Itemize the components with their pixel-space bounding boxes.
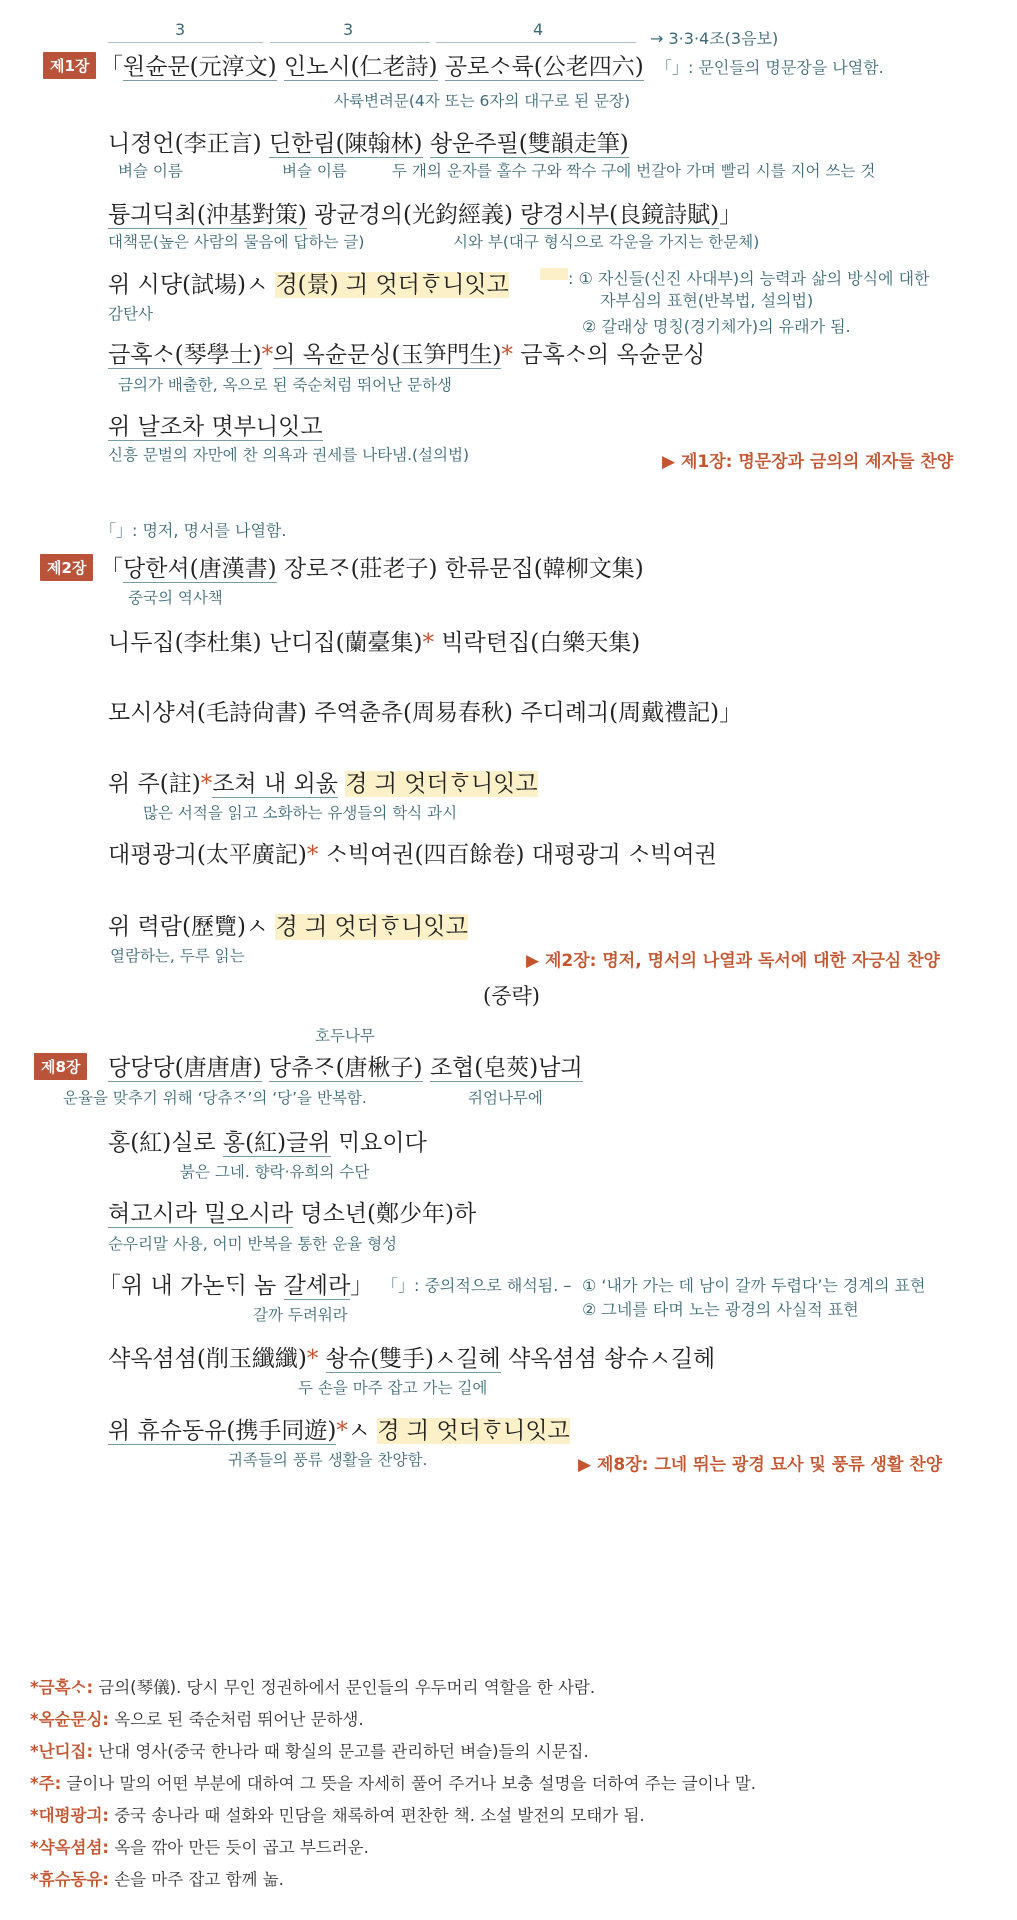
sec2-bracket-note: 「」: 명저, 명서를 나열함. xyxy=(100,521,287,540)
footnotes xyxy=(30,1672,756,1896)
sec1-line2-note3: 두 개의 운자를 홀수 구와 짝수 구에 번갈아 가며 빨리 시를 지어 쓰는 것 xyxy=(392,162,876,180)
bracket-close: 」 xyxy=(719,202,743,228)
phrase: 대평광긔(太平廣記) xyxy=(108,842,307,868)
footnote-item xyxy=(30,1768,756,1800)
footnote-mark: * xyxy=(422,630,435,656)
phrase: 홍(紅)글위 xyxy=(222,1130,331,1156)
phrase: 위 력람(歷覽)ㅅ xyxy=(108,914,269,940)
bracket-open: 「 xyxy=(98,1273,121,1299)
sec1-refrain-note1: : ① 자신들(신진 사대부)의 능력과 삶의 방식에 대한 xyxy=(568,269,930,288)
footnote-term: *난디집: xyxy=(30,1742,94,1761)
sec1-line5 xyxy=(108,336,705,369)
sec2-line6-note: 열람하는, 두루 읽는 xyxy=(110,947,245,965)
phrase: ㅅ xyxy=(347,1418,371,1444)
refrain-highlight: 경 긔 엇더ᄒᆞ니잇고 xyxy=(275,914,468,940)
phrase: 난디집(蘭臺集) xyxy=(268,630,423,656)
phrase: 위 내 가논ᄃᆡ 놈 xyxy=(121,1273,277,1299)
sec1-line3 xyxy=(108,196,742,229)
footnote-term: *샥옥셤셤: xyxy=(30,1838,109,1857)
sec8-line5-note: 두 손을 마주 잡고 가는 길에 xyxy=(298,1379,488,1397)
sec8-ambiguity-1: ① ‘내가 가는 데 남이 갈까 두렵다’는 경계의 표현 xyxy=(582,1276,926,1295)
footnote-mark: * xyxy=(200,771,213,797)
phrase: 대평광긔 ᄉᆞ빅여권 xyxy=(531,842,717,868)
section-badge-8: 제8장 xyxy=(34,1053,87,1080)
phrase: 원슌문(元淳文) xyxy=(123,54,277,80)
phrase: 모시샹셔(毛詩尙書) xyxy=(108,700,307,726)
refrain-highlight: 경 긔 엇더ᄒᆞ니잇고 xyxy=(345,771,538,797)
phrase: 솽운주필(雙韻走筆) xyxy=(429,131,629,157)
footnote-text: 글이나 말의 어떤 부분에 대하여 그 뜻을 자세히 풀어 주거나 보충 설명을 더하여 주는 글이나 말. xyxy=(61,1774,757,1793)
sec1-line6-note: 신흥 문벌의 자만에 찬 의욕과 권세를 나타냄.(설의법) xyxy=(108,446,470,464)
phrase: 주디례긔(周戴禮記) xyxy=(520,700,720,726)
footnote-mark: * xyxy=(501,342,513,368)
sec8-line4 xyxy=(98,1267,373,1300)
phrase: ᄆᆡ요이다 xyxy=(337,1130,427,1156)
sec2-line1-note: 중국의 역사책 xyxy=(128,589,223,607)
sec1-bracket-note: 「」: 문인들의 명문장을 나열함. xyxy=(656,58,884,77)
sec1-line1-note: 사륙변려문(4자 또는 6자의 대구로 된 문장) xyxy=(334,92,631,110)
sec8-line6 xyxy=(108,1412,570,1445)
refrain-highlight: 경(景) 긔 엇더ᄒᆞ니잇고 xyxy=(275,272,509,298)
sec1-refrain-note3: ② 갈래상 명칭(경기체가)의 유래가 됨. xyxy=(582,317,851,336)
phrase: 위 시댱(試場)ㅅ xyxy=(108,272,269,298)
count-2: 3 xyxy=(343,20,354,39)
phrase: 조협(皂莢)남긔 xyxy=(429,1055,583,1081)
phrase: 금혹ᄉᆞ의 옥슌문싱 xyxy=(520,342,706,368)
phrase: 뎡소년(鄭少年)하 xyxy=(300,1201,477,1227)
phrase: 위 날조차 몃부니잇고 xyxy=(108,414,323,440)
sec8-line2-note: 붉은 그네. 향락·유희의 수단 xyxy=(180,1163,370,1181)
phrase: 인노시(仁老詩) xyxy=(283,54,438,80)
sec1-line2-note2: 벼슬 이름 xyxy=(282,162,347,180)
footnote-item xyxy=(30,1800,756,1832)
phrase: 장로ᄌᆞ(莊老子) xyxy=(283,556,438,582)
footnote-mark: * xyxy=(261,342,274,368)
phrase: 의 옥슌문싱(玉笋門生) xyxy=(273,342,502,368)
count-bracket-1 xyxy=(108,42,263,43)
sec1-line6 xyxy=(108,408,323,441)
rhythm-note: → 3·3·4조(3음보) xyxy=(650,29,779,48)
footnote-text: 금의(琴儀). 당시 무인 정권하에서 문인들의 우두머리 역할을 한 사람. xyxy=(93,1678,596,1697)
count-1: 3 xyxy=(175,20,186,39)
sec1-line1 xyxy=(100,48,644,81)
sec1-line4 xyxy=(108,266,509,299)
footnote-item xyxy=(30,1736,756,1768)
sec1-line2-note1: 벼슬 이름 xyxy=(118,162,183,180)
phrase: 니두집(李杜集) xyxy=(108,630,262,656)
footnote-mark: * xyxy=(306,1346,319,1372)
sec2-line3 xyxy=(108,694,742,727)
phrase: 위 주(註) xyxy=(108,771,201,797)
sec8-line5 xyxy=(108,1340,715,1373)
sec8-line2 xyxy=(108,1124,427,1157)
phrase: 한류문집(韓柳文集) xyxy=(444,556,644,582)
sec1-line3-note1: 대책문(높은 사람의 물음에 답하는 글) xyxy=(108,233,365,251)
bracket-close: 」 xyxy=(719,700,743,726)
sec8-ambiguity-2: ② 그네를 타며 노는 광경의 사실적 표현 xyxy=(582,1300,859,1319)
footnote-text: 옥으로 된 죽순처럼 뛰어난 문하생. xyxy=(108,1710,364,1729)
footnote-item xyxy=(30,1672,756,1704)
footnote-item xyxy=(30,1832,756,1864)
sec8-line3-note: 순우리말 사용, 어미 반복을 통한 운율 형성 xyxy=(108,1235,398,1253)
sec2-line6 xyxy=(108,908,468,941)
footnote-mark: * xyxy=(336,1418,348,1444)
footnote-text: 옥을 깎아 만든 듯이 곱고 부드러운. xyxy=(108,1838,369,1857)
sec1-summary: ▶ 제1장: 명문장과 금의의 제자들 찬양 xyxy=(662,452,954,472)
phrase: 주역츈츄(周易春秋) xyxy=(314,700,513,726)
footnote-term: *옥슌문싱: xyxy=(30,1710,109,1729)
bracket-close: 」 xyxy=(350,1273,374,1299)
phrase: 튱긔딕최(沖基對策) xyxy=(108,202,307,228)
sec2-line5 xyxy=(108,836,717,869)
section-badge-2: 제2장 xyxy=(40,554,93,581)
phrase: 공로ᄉᆞ륙(公老四六) xyxy=(444,54,644,80)
footnote-term: *금혹ᄉᆞ: xyxy=(30,1678,94,1697)
sec2-line1 xyxy=(100,550,644,583)
phrase: 광균경의(光鈞經義) xyxy=(314,202,513,228)
sec8-top-note: 호두나무 xyxy=(315,1027,375,1045)
count-3: 4 xyxy=(533,20,544,39)
sec1-line5-note: 금의가 배출한, 옥으로 된 죽순처럼 뛰어난 문하생 xyxy=(118,376,452,394)
footnote-text: 중국 송나라 때 설화와 민담을 채록하여 편찬한 책. 소설 발전의 모태가 됨. xyxy=(108,1806,645,1825)
sec8-line3 xyxy=(108,1195,476,1228)
sec8-line1 xyxy=(108,1049,583,1082)
phrase: 샥옥셤셤(削玉纖纖) xyxy=(108,1346,307,1372)
footnote-mark: * xyxy=(306,842,319,868)
count-bracket-3 xyxy=(436,42,636,43)
phrase: 당츄ᄌᆞ(唐楸子) xyxy=(268,1055,423,1081)
phrase: 솽슈(雙手)ㅅ길헤 xyxy=(325,1346,501,1372)
footnote-text: 손을 마주 잡고 함께 놂. xyxy=(108,1870,284,1889)
footnote-item xyxy=(30,1704,756,1736)
phrase: 샥옥셤셤 솽슈ㅅ길헤 xyxy=(508,1346,716,1372)
phrase: 량경시부(良鏡詩賦) xyxy=(520,202,720,228)
sec2-line4 xyxy=(108,765,538,798)
bracket-open: 「 xyxy=(100,556,123,582)
omission-mark: (중략) xyxy=(483,984,540,1008)
phrase: 금혹ᄉᆞ(琴學士) xyxy=(108,342,262,368)
sec8-line6-note: 귀족들의 풍류 생활을 찬양함. xyxy=(228,1451,428,1469)
sec1-line3-note2: 시와 부(대구 형식으로 각운을 가지는 한문체) xyxy=(453,233,760,251)
bracket-open: 「 xyxy=(100,54,123,80)
sec8-summary: ▶ 제8장: 그네 뛰는 광경 묘사 및 풍류 생활 찬양 xyxy=(578,1455,943,1475)
phrase: 빅락텬집(白樂天集) xyxy=(441,630,641,656)
phrase: 니졍언(李正言) xyxy=(108,131,262,157)
sec1-interjection-note: 감탄사 xyxy=(108,305,153,323)
sec1-refrain-note2: 자부심의 표현(반복법, 설의법) xyxy=(600,291,814,310)
phrase: 딘한림(陳翰林) xyxy=(268,131,423,157)
footnote-term: *대평광긔: xyxy=(30,1806,109,1825)
sec2-summary: ▶ 제2장: 명저, 명서의 나열과 독서에 대한 자긍심 찬양 xyxy=(526,951,940,971)
phrase: 혀고시라 밀오시라 xyxy=(108,1201,294,1227)
refrain-highlight: 경 긔 엇더ᄒᆞ니잇고 xyxy=(377,1418,570,1444)
phrase: 위 휴슈동유(携手同遊) xyxy=(108,1418,337,1444)
sec8-ambiguity-note: 「」: 중의적으로 해석됨. – xyxy=(382,1276,572,1295)
phrase: ᄉᆞ빅여권(四百餘卷) xyxy=(325,842,525,868)
count-bracket-2 xyxy=(270,42,430,43)
footnote-term: *휴슈동유: xyxy=(30,1870,109,1889)
phrase: 갈셰라 xyxy=(283,1273,351,1299)
section-badge-1: 제1장 xyxy=(43,52,96,79)
highlight-mark xyxy=(540,268,568,280)
sec8-line4-note: 갈까 두려워라 xyxy=(253,1306,348,1324)
phrase: 조쳐 내 외옰 xyxy=(212,771,338,797)
sec1-line2 xyxy=(108,125,629,158)
sec2-line4-note: 많은 서적을 읽고 소화하는 유생들의 학식 과시 xyxy=(143,804,458,822)
sec8-line1-note1: 운율을 맞추기 위해 ‘당츄ᄌᆞ’의 ‘당’을 반복함. xyxy=(63,1089,367,1107)
footnote-term: *주: xyxy=(30,1774,62,1793)
sec8-line1-note2: 쥐엄나무에 xyxy=(468,1089,543,1107)
sec2-line2 xyxy=(108,624,640,657)
phrase: 당한셔(唐漢書) xyxy=(123,556,277,582)
footnote-text: 난대 영사(중국 한나라 때 황실의 문고를 관리하던 벼슬)들의 시문집. xyxy=(93,1742,589,1761)
phrase: 당당당(唐唐唐) xyxy=(108,1055,262,1081)
phrase: 홍(紅)실로 xyxy=(108,1130,216,1156)
footnote-item xyxy=(30,1864,756,1896)
